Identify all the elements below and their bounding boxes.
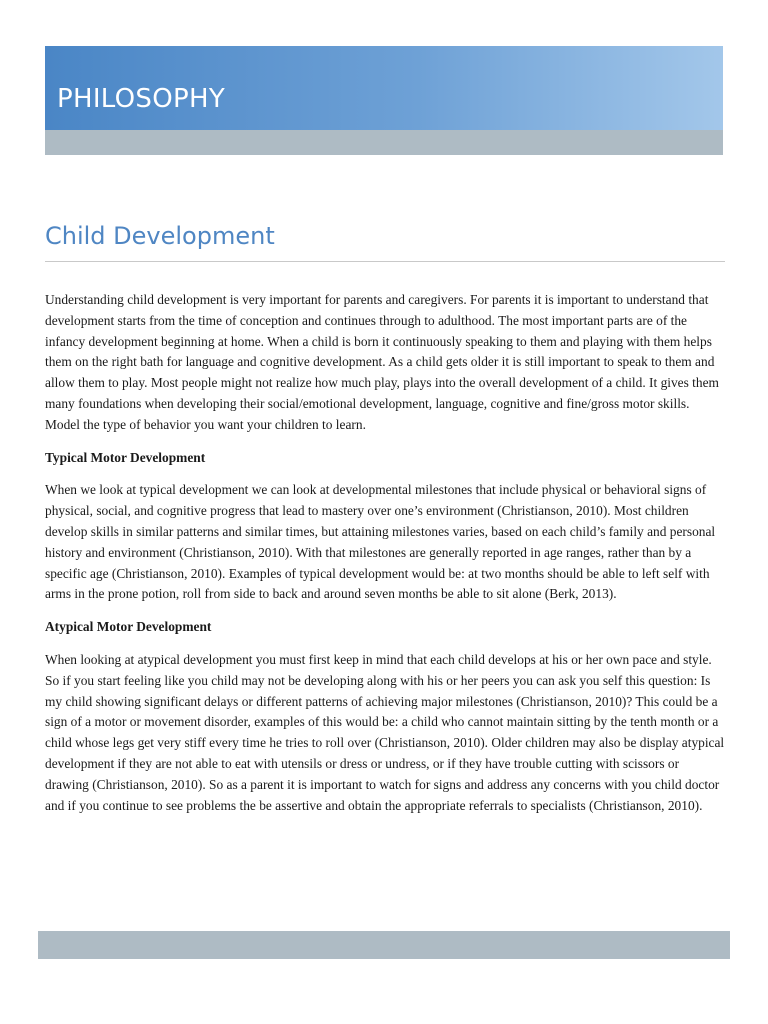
typical-motor-paragraph: When we look at typical development we can look at developmental milestones that include physical or behavioral signs of physical, social, and cognitive progress that lead to mastery over one’s environment (Christianson, 2010). Most children develop skills in similar patterns and similar times, but attaining milestones varies, based on each child’s family and personal history and environment (Christianson, 2010). With that milestones are generally reported in age ranges, rather than by a specific age (Christianson, 2010). Examples of typical development would be: at two months should be able to left self with arms in the prone potion, roll from side to back and around seven months be able to sit alone (Berk, 2013). <box>45 482 716 602</box>
section-title: Child Development <box>45 222 275 250</box>
title-divider <box>45 261 725 262</box>
footer-accent-bar <box>38 931 730 959</box>
header-banner <box>45 46 723 130</box>
atypical-motor-paragraph: When looking at atypical development you must first keep in mind that each child develops at his or her own pace and style. So if you start feeling like you child may not be developing along with his or her peers you can ask you self this question: Is my child showing significant delays or different patterns of achieving major milestones (Christianson, 2010)? This could be a sign of a motor or movement disorder, examples of this would be: a child who cannot maintain sitting by the tenth month or a child whose legs get very stiff every time he tries to roll over (Christianson, 2010). Older children may also be display atypical development if they are not able to eat with utensils or dress or undress, or if they have trouble cutting with scissors or drawing (Christianson, 2010). So as a parent it is important to watch for signs and address any concerns with you child doctor and if you continue to see problems the be assertive and obtain the appropriate referrals to specialists (Christianson, 2010). <box>45 651 725 813</box>
header-accent-bar <box>45 130 723 155</box>
intro-paragraph: Understanding child development is very important for parents and caregivers. For parents it is important to understand that development starts from the time of conception and continues through to adulthood. The most important parts are of the infancy development beginning at home. When a child is born it continuously speaking to them and playing with them helps them on the right bath for language and cognitive development. As a child gets older it is still important to speak to them and allow them to play. Most people might not realize how much play, plays into the overall development of a child. It gives them many foundations when developing their social/emotional development, language, cognitive and fine/gross motor skills. Model the type of behavior you want your children to learn. <box>45 292 719 432</box>
typical-motor-heading: Typical Motor Development <box>45 449 206 465</box>
page-title: PHILOSOPHY <box>57 84 226 114</box>
atypical-motor-heading: Atypical Motor Development <box>45 619 212 635</box>
document-body <box>45 290 725 816</box>
